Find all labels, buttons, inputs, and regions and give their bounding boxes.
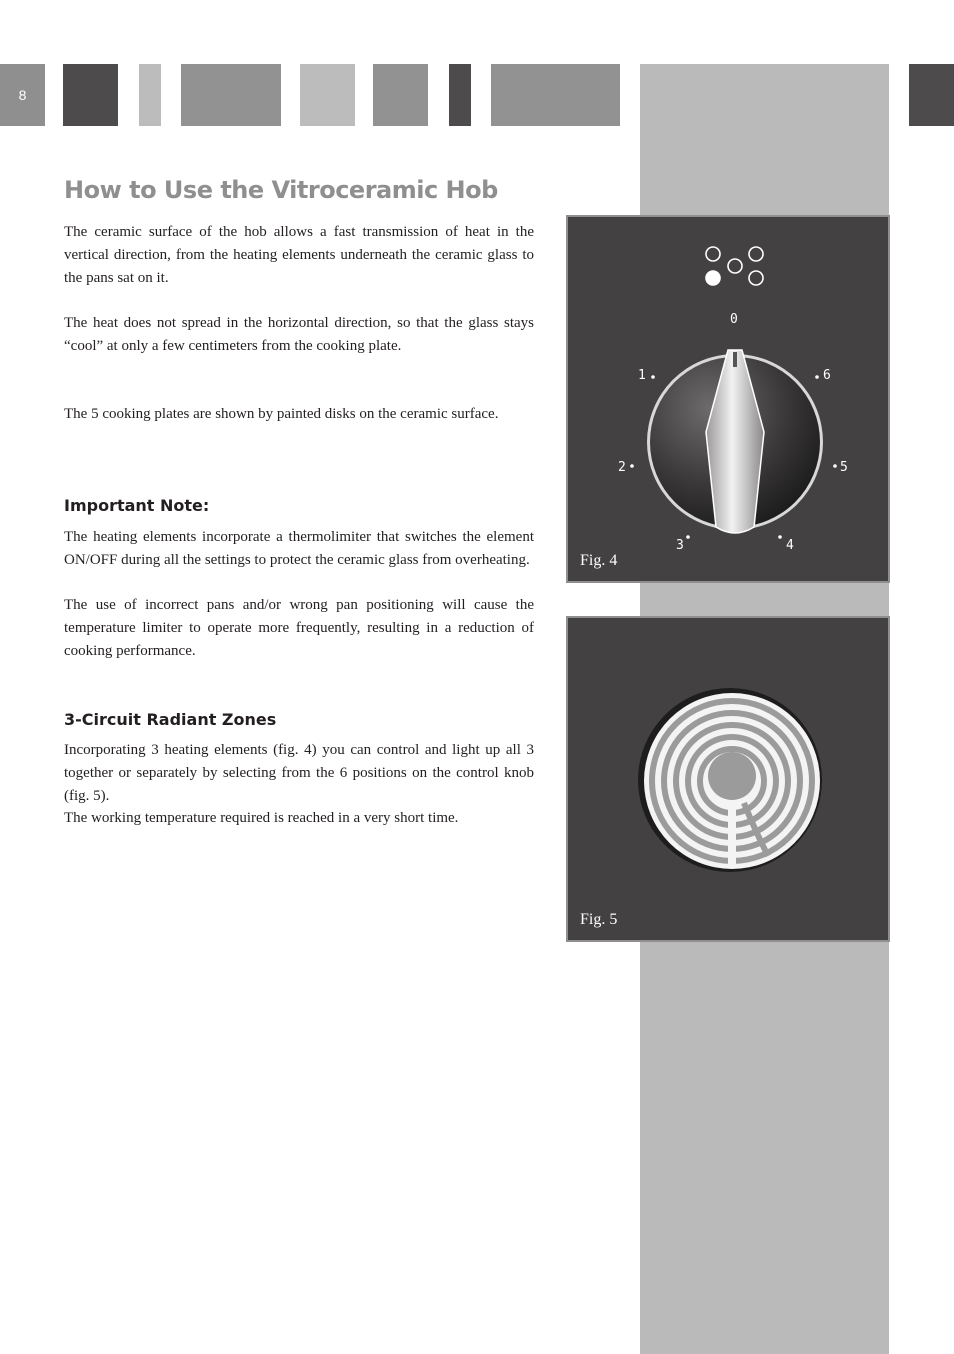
important-paragraph-2: The use of incorrect pans and/or wrong pan positioning will cause the temperature limiter to operate more frequently, resulting in a reduction of cooking performance.: [64, 597, 534, 659]
zone-indicator-icon: [706, 247, 763, 285]
knob-pointer: [733, 352, 737, 367]
figure-5: [566, 616, 890, 942]
circuit-paragraph-1: Incorporating 3 heating elements (fig. 4) you can control and light up all 3 together or separately by selecting from the 6 positions on the control knob (fig. 5).: [64, 742, 534, 804]
figure-4-caption: Fig. 4: [580, 552, 618, 569]
control-knob-illustration: [568, 217, 888, 581]
dial-label-0: 0: [730, 312, 738, 327]
intro-paragraph-2: The heat does not spread in the horizontal direction, so that the glass stays “cool” at only a few centimeters from the cooking plate.: [64, 315, 534, 354]
header-bar: [373, 64, 428, 126]
circuit-zones-heading: 3-Circuit Radiant Zones: [64, 710, 277, 729]
figure-4: [566, 215, 890, 583]
important-paragraph-1: The heating elements incorporate a thermolimiter that switches the element ON/OFF during all the settings to protect the ceramic glass from overheating.: [64, 529, 534, 568]
radiant-zone-illustration: [568, 618, 888, 940]
dial-label-6: 6: [823, 368, 831, 383]
intro-paragraph-3: The 5 cooking plates are shown by painted disks on the ceramic surface.: [64, 406, 499, 422]
dial-label-5: 5: [840, 460, 848, 475]
header-bar: [491, 64, 620, 126]
header-bar: [63, 64, 118, 126]
header-bar: [181, 64, 281, 126]
coil-center: [708, 752, 756, 800]
page-number: 8: [0, 64, 45, 126]
figure-5-caption: Fig. 5: [580, 911, 618, 928]
circuit-paragraph-2: The working temperature required is reached in a very short time.: [64, 810, 459, 826]
dial-label-4: 4: [786, 538, 794, 553]
intro-paragraph-1: The ceramic surface of the hob allows a fast transmission of heat in the vertical direction, from the heating elements underneath the ceramic glass to the pans sat on it.: [64, 224, 534, 286]
page-title: How to Use the Vitroceramic Hob: [64, 176, 498, 204]
dial-label-2: 2: [618, 460, 626, 475]
dial-label-3: 3: [676, 538, 684, 553]
header-bar: [909, 64, 954, 126]
header-bar: [449, 64, 471, 126]
header-bar: [139, 64, 161, 126]
dial-label-1: 1: [638, 368, 646, 383]
important-note-heading: Important Note:: [64, 496, 210, 515]
header-bar: [300, 64, 355, 126]
